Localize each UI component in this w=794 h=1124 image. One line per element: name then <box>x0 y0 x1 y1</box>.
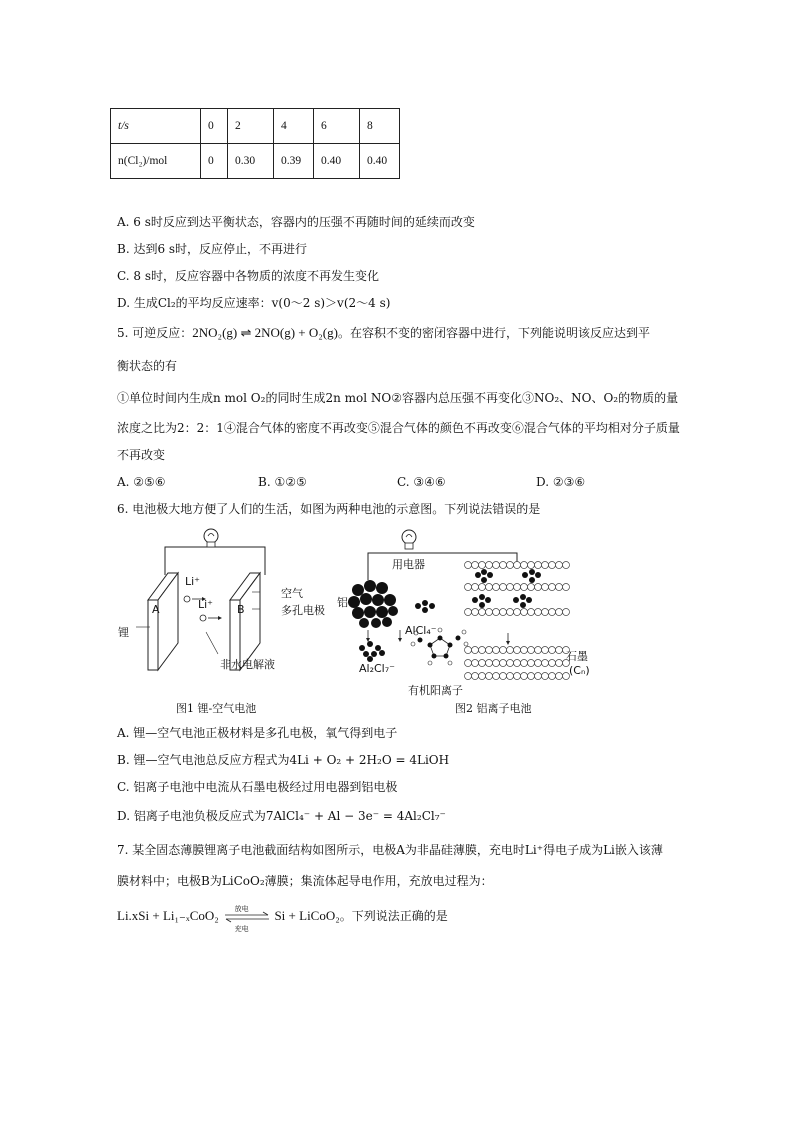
graphite-atom <box>472 647 479 654</box>
graphite-atom <box>556 584 563 591</box>
figure-1-caption: 图1 锂-空气电池 <box>176 702 257 715</box>
graphite-atom <box>486 562 493 569</box>
graphite-atom <box>465 609 472 616</box>
reversible-arrow-icon <box>223 904 271 933</box>
data-table <box>110 108 400 179</box>
label-air: 空气 <box>281 587 303 600</box>
graphite-atom <box>521 647 528 654</box>
q6-stem: 6. 电池极大地方便了人们的生活，如图为两种电池的示意图。下列说法错误的是 <box>117 502 541 516</box>
graphite-atom <box>472 673 479 680</box>
graphite-atom <box>528 609 535 616</box>
graphite-atom <box>549 647 556 654</box>
graphite-atom <box>507 673 514 680</box>
graphite-atom <box>514 660 521 667</box>
graphite-atom <box>479 584 486 591</box>
q6-option-d: D. 铝离子电池负极反应式为7AlCl₄⁻ + Al − 3e⁻ = 4Al₂Cl₇⁻ <box>117 809 446 823</box>
label-li-ion-2: Li⁺ <box>198 598 213 611</box>
table-cell: 0 <box>201 109 228 144</box>
table-cell: 0.39 <box>274 144 314 179</box>
label-electrolyte: 非水电解液 <box>220 658 275 671</box>
graphite-atom <box>486 647 493 654</box>
graphite-atom <box>493 609 500 616</box>
graphite-atom <box>521 660 528 667</box>
q5-conditions-2: 浓度之比为2：2：1④混合气体的密度不再改变⑤混合气体的颜色不再改变⑥混合气体的平均相对分子质量 <box>117 421 680 435</box>
graphite-atom <box>500 584 507 591</box>
q5-conditions-1: ①单位时间内生成n mol O₂的同时生成2n mol NO②容器内总压强不再变化③NO₂、NO、O₂的物质的量 <box>117 391 679 405</box>
q5-equation: 2NO₂(g) ⇌ 2NO(g) + O₂(g) <box>192 325 338 340</box>
graphite-atom <box>521 673 528 680</box>
graphite-atom <box>465 562 472 569</box>
table-cell: 0.40 <box>360 144 400 179</box>
label-li-ion-1: Li⁺ <box>185 575 200 588</box>
q5-stem <box>117 325 650 341</box>
label-electrode-a: A <box>152 603 160 616</box>
graphite-atom <box>472 584 479 591</box>
label-organic-cation: 有机阳离子 <box>408 684 463 697</box>
graphite-atom <box>493 584 500 591</box>
graphite-atom <box>549 609 556 616</box>
graphite-atom <box>472 609 479 616</box>
q5-option-a: A. ②⑤⑥ <box>117 475 166 489</box>
graphite-atom <box>479 647 486 654</box>
graphite-atom <box>542 584 549 591</box>
graphite-atom <box>493 660 500 667</box>
graphite-atom <box>528 584 535 591</box>
table-cell: 0.40 <box>314 144 360 179</box>
graphite-atom <box>542 660 549 667</box>
graphite-atom <box>542 562 549 569</box>
graphite-atom <box>542 647 549 654</box>
graphite-atom <box>507 562 514 569</box>
q7-stem-line2: 膜材料中；电极B为LiCoO₂薄膜；集流体起导电作用，充放电过程为： <box>117 874 493 888</box>
graphite-atom <box>500 673 507 680</box>
graphite-atom <box>563 584 570 591</box>
label-appliance: 用电器 <box>392 558 425 571</box>
graphite-atom <box>556 562 563 569</box>
bulb-icon <box>204 529 218 547</box>
graphite-atom <box>549 673 556 680</box>
graphite-atom <box>514 647 521 654</box>
graphite-atom <box>521 609 528 616</box>
q6-option-a: A. 锂—空气电池正极材料是多孔电极，氧气得到电子 <box>117 726 398 740</box>
graphite-atom <box>549 660 556 667</box>
eq-condition-bottom: 充电 <box>234 924 249 933</box>
graphite-atom <box>535 562 542 569</box>
graphite-atom <box>514 562 521 569</box>
q5-stem-line2: 衡状态的有 <box>117 359 178 373</box>
graphite-atom <box>521 584 528 591</box>
label-electrode-b: B <box>237 603 245 616</box>
graphite-atom <box>535 660 542 667</box>
label-alcl4: AlCl₄⁻ <box>405 624 437 637</box>
graphite-atom <box>486 584 493 591</box>
q7-eq-left: Li.xSi + Li₁₋ₓCoO₂ <box>117 908 219 923</box>
graphite-atom <box>535 609 542 616</box>
q5-suffix: 。在容积不变的密闭容器中进行，下列能说明该反应达到平 <box>337 326 650 340</box>
graphite-atom <box>486 660 493 667</box>
option-b: B. 达到6 s时，反应停止，不再进行 <box>117 242 308 256</box>
table-cell: 2 <box>228 109 274 144</box>
q6-option-b: B. 锂—空气电池总反应方程式为4Li + O₂ + 2H₂O = 4LiOH <box>117 753 450 767</box>
graphite-atom <box>465 673 472 680</box>
graphite-atom <box>528 673 535 680</box>
graphite-atom <box>563 562 570 569</box>
graphite-atom <box>493 673 500 680</box>
q5-option-c: C. ③④⑥ <box>397 475 446 489</box>
graphite-atom <box>514 673 521 680</box>
graphite-atom <box>563 609 570 616</box>
q7-eq-suffix: 。下列说法正确的是 <box>339 909 448 923</box>
eq-condition-top: 放电 <box>234 904 249 913</box>
graphite-atom <box>486 673 493 680</box>
graphite-atom <box>556 673 563 680</box>
graphite-atom <box>507 584 514 591</box>
graphite-atom <box>556 660 563 667</box>
graphite-atom <box>500 660 507 667</box>
graphite-atom <box>465 584 472 591</box>
graphite-atom <box>507 647 514 654</box>
q5-prefix: 5. 可逆反应： <box>117 326 193 340</box>
figure-2-caption: 图2 铝离子电池 <box>455 702 532 715</box>
table-cell: 8 <box>360 109 400 144</box>
table-cell: 0 <box>201 144 228 179</box>
graphite-atom <box>465 660 472 667</box>
graphite-atom <box>479 673 486 680</box>
graphite-atom <box>542 609 549 616</box>
option-d: D. 生成Cl₂的平均反应速率：v(0～2 s)＞v(2～4 s) <box>117 296 391 310</box>
q7-eq-right: Si + LiCoO₂ <box>274 908 340 923</box>
graphite-atom <box>549 562 556 569</box>
q7-equation <box>117 904 448 933</box>
option-c: C. 8 s时，反应容器中各物质的浓度不再发生变化 <box>117 269 379 283</box>
table-row-label: n(Cl₂)/mol <box>111 144 201 179</box>
table-row <box>111 144 400 179</box>
q5-option-b: B. ①②⑤ <box>258 475 307 489</box>
graphite-atom <box>521 562 528 569</box>
graphite-atom <box>507 609 514 616</box>
graphite-atom <box>549 584 556 591</box>
table-header-label: t/s <box>111 109 201 144</box>
graphite-atom <box>528 647 535 654</box>
label-al2cl7: Al₂Cl₇⁻ <box>359 662 395 675</box>
table-cell: 4 <box>274 109 314 144</box>
graphite-atom <box>507 660 514 667</box>
graphite-atom <box>465 647 472 654</box>
graphite-atom <box>514 609 521 616</box>
graphite-atom <box>500 609 507 616</box>
graphite-atom <box>493 647 500 654</box>
graphite-atom <box>556 647 563 654</box>
graphite-atom <box>479 660 486 667</box>
graphite-atom <box>514 584 521 591</box>
graphite-atom <box>500 647 507 654</box>
graphite-atom <box>486 609 493 616</box>
graphite-atom <box>472 562 479 569</box>
label-graphite-formula: (Cₙ) <box>569 664 590 677</box>
label-graphite: 石墨 <box>566 650 588 663</box>
bulb-icon <box>402 530 416 549</box>
graphite-atom <box>535 584 542 591</box>
q5-option-d: D. ②③⑥ <box>536 475 586 489</box>
label-aluminum: 铝 <box>337 596 348 609</box>
q7-stem-line1: 7. 某全固态薄膜锂离子电池截面结构如图所示，电极A为非晶硅薄膜，充电时Li⁺得电子成为Li嵌入该薄 <box>117 843 663 857</box>
option-a: A. 6 s时反应到达平衡状态，容器内的压强不再随时间的延续而改变 <box>117 215 475 229</box>
q6-option-c: C. 铝离子电池中电流从石墨电极经过用电器到铝电极 <box>117 780 398 794</box>
graphite-atom <box>472 660 479 667</box>
q5-conditions-3: 不再改变 <box>117 448 166 462</box>
graphite-atom <box>556 609 563 616</box>
graphite-atom <box>500 562 507 569</box>
table-row <box>111 109 400 144</box>
graphite-atom <box>535 647 542 654</box>
graphite-atom <box>479 562 486 569</box>
label-lithium: 锂 <box>118 626 129 639</box>
table-cell: 0.30 <box>228 144 274 179</box>
graphite-atom <box>493 562 500 569</box>
graphite-atom <box>528 660 535 667</box>
table-cell: 6 <box>314 109 360 144</box>
graphite-atom <box>528 562 535 569</box>
graphite-atom <box>535 673 542 680</box>
label-porous-electrode: 多孔电极 <box>281 604 325 617</box>
graphite-atom <box>542 673 549 680</box>
graphite-atom <box>479 609 486 616</box>
